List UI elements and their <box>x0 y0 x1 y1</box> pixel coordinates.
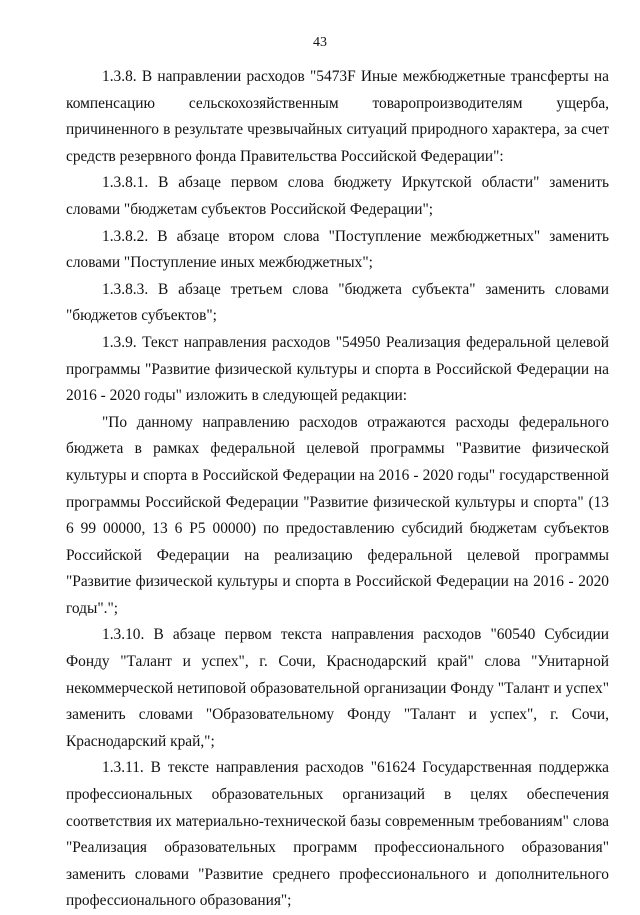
paragraph-1-3-10: 1.3.10. В абзаце первом текста направления расходов "60540 Субсидии Фонду "Талант и успех", г. Сочи, Краснодарский край" слова "Унитарной некоммерческой нетиповой образовательной организации Фонду "Талант и успех" заменить словами "Образовательному Фонду "Талант и успех", г. Сочи, Краснодарский край,"; <box>66 626 609 750</box>
document-body <box>66 64 609 915</box>
paragraph-1-3-8: 1.3.8. В направлении расходов "5473F Иные межбюджетные трансферты на компенсацию сельскохозяйственным товаропроизводителям ущерба, причиненного в результате чрезвычайных ситуаций природного характера, за счет средств резервного фонда Правительства Российской Федерации": <box>66 68 609 165</box>
paragraph-1-3-8-1: 1.3.8.1. В абзаце первом слова бюджету Иркутской области" заменить словами "бюджетам субъектов Российской Федерации"; <box>66 174 609 218</box>
paragraph-1-3-8-3: 1.3.8.3. В абзаце третьем слова "бюджета субъекта" заменить словами "бюджетов субъектов"; <box>66 280 609 325</box>
paragraph-1-3-8-2: 1.3.8.2. В абзаце втором слова "Поступление межбюджетных" заменить словами "Поступление иных межбюджетных"; <box>66 227 609 272</box>
paragraph-1-3-11: 1.3.11. В тексте направления расходов "61624 Государственная поддержка профессиональных образовательных организаций в целях обеспечения соответствия их материально-технической базы современным требованиям" слова "Реализация образовательных программ профессионального образования" заменить словами "Развитие среднего профессионального и дополнительного профессионального образования"; <box>66 759 609 910</box>
paragraph-1-3-9: 1.3.9. Текст направления расходов "54950 Реализация федеральной целевой программы "Развитие физической культуры и спорта в Российской Федерации на 2016 - 2020 годы" изложить в следующей редакции: <box>66 333 609 405</box>
page-number: 43 <box>313 35 327 50</box>
paragraph-quoted-text: "По данному направлению расходов отражаются расходы федерального бюджета в рамках федеральной целевой программы "Развитие физической культуры и спорта в Российской Федерации на 2016 - 2020 годы" государственной программы Российской Федерации "Развитие физической культуры и спорта" (13 6 99 00000, 13 6 Р5 00000) по предоставлению субсидий бюджетам субъектов Российской Федерации на реализацию федеральной целевой программы "Развитие физической культуры и спорта в Российской Федерации на 2016 - 2020 годы"."; <box>66 413 609 617</box>
